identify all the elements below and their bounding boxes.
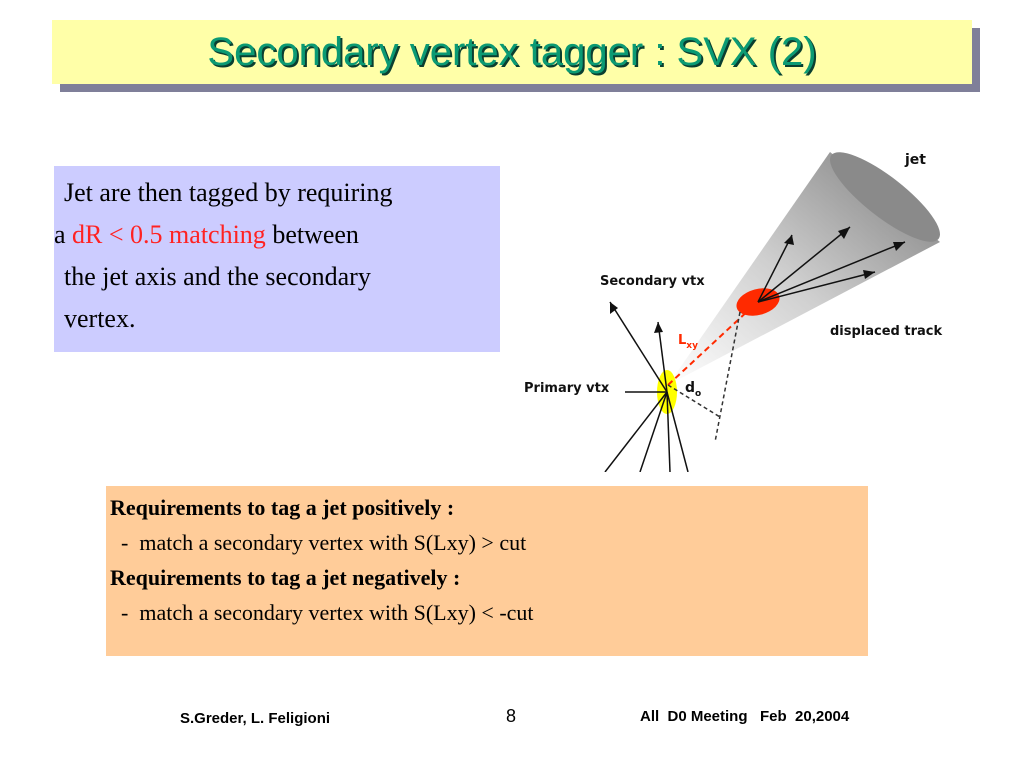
text-line-2-prefix: a [54,220,66,249]
label-primary-vtx: Primary vtx [524,381,610,396]
label-displaced-track: displaced track [830,324,943,339]
track-8 [640,392,667,472]
tagging-text-box [54,172,500,340]
label-lxy-sub: xy [686,341,698,351]
negative-heading: Requirements to tag a jet negatively : [110,565,461,590]
footer-authors: S.Greder, L. Feligioni [180,710,331,727]
label-d0-sub: o [695,389,702,399]
label-lxy-main: L [678,333,687,348]
text-line-3: the jet axis and the secondary [64,262,371,291]
footer-meeting: All D0 Meeting Feb 20,2004 [640,708,850,725]
label-d0-main: d [685,380,696,396]
label-lxy [678,333,698,351]
track-7 [605,392,667,472]
text-line-4: vertex. [64,304,136,333]
jet-vertex-diagram [520,142,980,472]
text-line-1: Jet are then tagged by requiring [64,178,393,207]
arrow-6 [654,322,663,333]
positive-heading: Requirements to tag a jet positively : [110,495,455,520]
footer-page-number: 8 [506,706,517,726]
text-line-2-suffix: between [272,220,359,249]
text-line-2 [54,214,500,256]
label-secondary-vtx: Secondary vtx [600,274,705,289]
matching-highlight: dR < 0.5 matching [72,220,266,249]
track-5 [610,302,667,392]
negative-item: - match a secondary vertex with S(Lxy) < -cut [110,600,534,625]
slide-title: Secondary vertex tagger : SVX (2) [207,29,817,74]
title-box [52,20,972,84]
positive-item: - match a secondary vertex with S(Lxy) > cut [110,530,527,555]
label-jet: jet [905,152,926,168]
requirements-text [110,490,860,630]
